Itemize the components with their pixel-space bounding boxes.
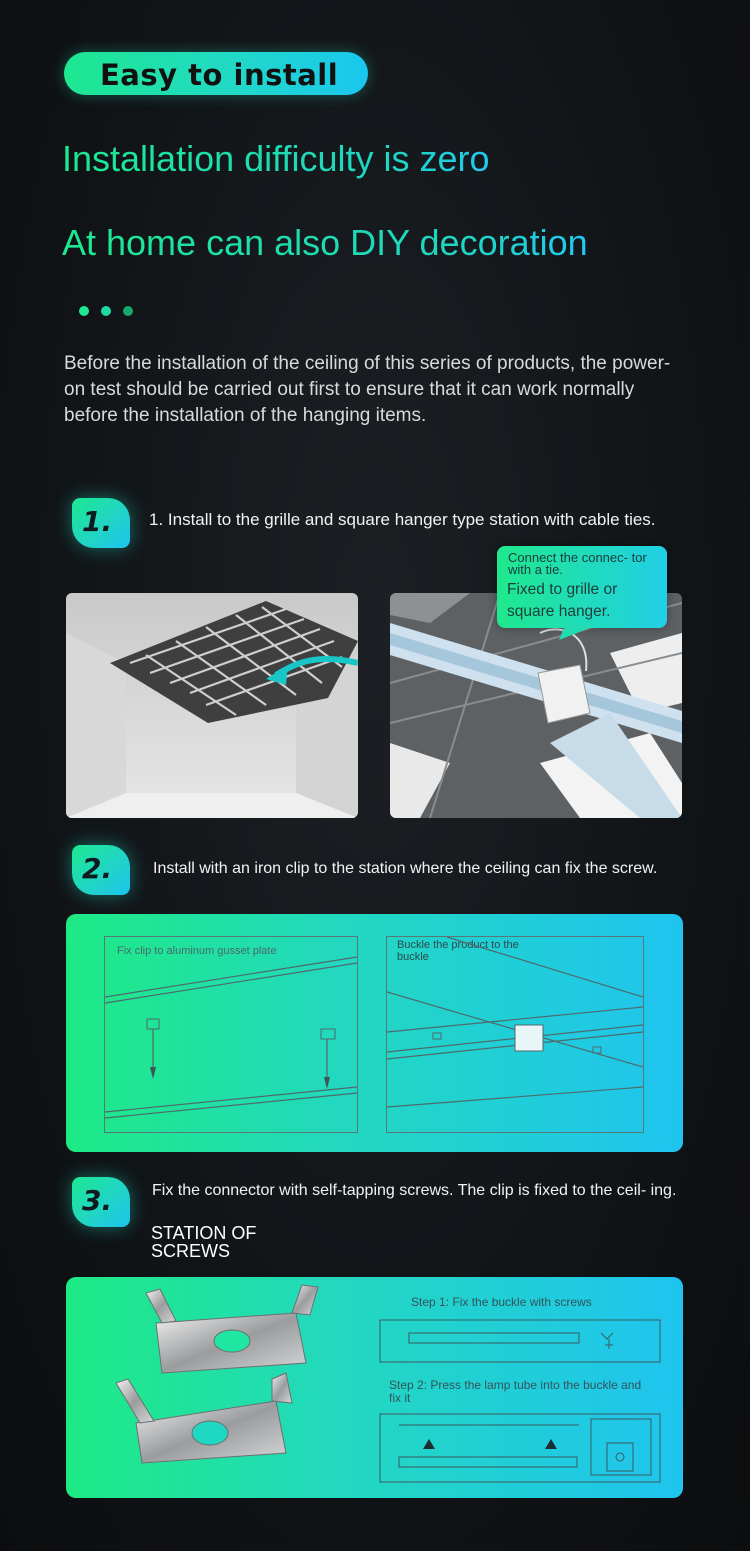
gusset-plate-diagram xyxy=(104,936,358,1133)
lamp-tube-buckle-diagram xyxy=(379,1413,661,1483)
buckle-diagram xyxy=(386,936,644,1133)
buckle-lines xyxy=(387,937,643,1132)
callout-pointer-icon xyxy=(545,626,605,642)
metal-clip-icon xyxy=(96,1283,356,1493)
grille-ceiling-photo xyxy=(66,593,358,818)
step-3-diagram-panel xyxy=(66,1277,683,1498)
headline-diy: At home can also DIY decoration xyxy=(62,222,588,263)
step-2-diagram-panel xyxy=(66,914,683,1152)
intro-paragraph: Before the installation of the ceiling of this series of products, the power-on test should be carried out first to ensure that it can work normally before the installation of the hanging items. xyxy=(64,353,671,426)
dot-icon xyxy=(79,306,89,316)
step-1-text: 1. Install to the grille and square hanger type station with cable ties. xyxy=(149,510,656,529)
gusset-plate-label: Fix clip to aluminum gusset plate xyxy=(117,945,277,957)
gusset-plate-lines xyxy=(105,937,357,1132)
step-3-badge xyxy=(72,1177,130,1227)
callout-small-text: Connect the connec- tor with a tie. xyxy=(508,550,647,577)
connector-callout xyxy=(497,546,667,628)
step-2-text: Install with an iron clip to the station where the ceiling can fix the screw. xyxy=(153,860,658,877)
step-1-badge xyxy=(72,498,130,548)
buckle-screw-diagram xyxy=(379,1319,661,1363)
dot-icon xyxy=(101,306,111,316)
grille-ceiling-illustration xyxy=(66,593,358,818)
callout-large-text: Fixed to grille or square hanger. xyxy=(507,581,618,620)
dot-icon xyxy=(123,306,133,316)
step-3-text: Fix the connector with self-tapping screws. The clip is fixed to the ceil- ing. xyxy=(152,1182,677,1199)
step-2-caption: Step 2: Press the lamp tube into the buckle and fix it xyxy=(389,1378,642,1405)
step-3-number: 3. xyxy=(82,1184,113,1217)
section-title-pill xyxy=(64,52,368,95)
buckle-label: Buckle the product to the buckle xyxy=(397,939,519,963)
headline-difficulty: Installation difficulty is zero xyxy=(62,138,490,179)
decorative-dots xyxy=(79,303,145,321)
section-title: Easy to install xyxy=(100,58,339,92)
step-1-caption: Step 1: Fix the buckle with screws xyxy=(411,1295,592,1309)
station-of-screws-label: STATION OF SCREWS xyxy=(151,1223,257,1261)
step-2-badge xyxy=(72,845,130,895)
step-2-number: 2. xyxy=(82,852,113,885)
step-1-number: 1. xyxy=(82,505,113,538)
